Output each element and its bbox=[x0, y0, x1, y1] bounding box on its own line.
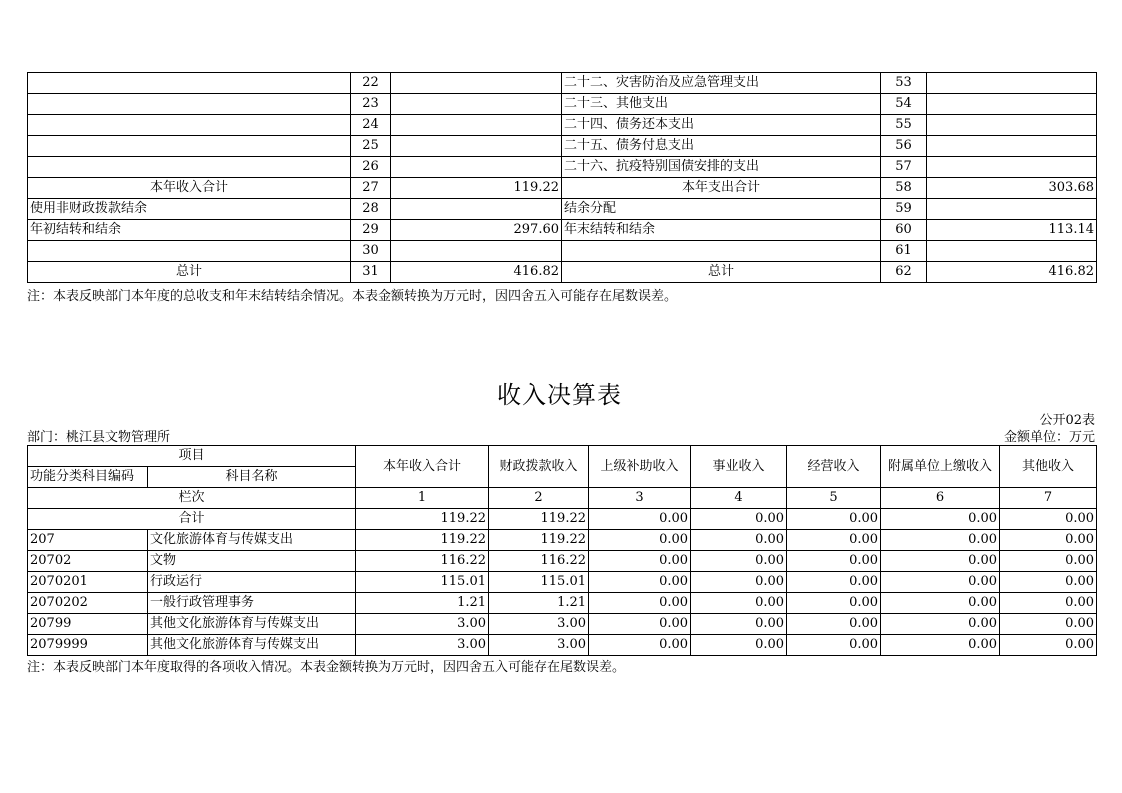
cell-value: 119.22 bbox=[356, 509, 489, 530]
cell-value: 0.00 bbox=[787, 530, 881, 551]
right-no: 58 bbox=[881, 178, 927, 199]
left-no: 26 bbox=[351, 157, 391, 178]
table-row bbox=[28, 241, 1097, 262]
right-no: 59 bbox=[881, 199, 927, 220]
total-row bbox=[28, 509, 1097, 530]
cell-value: 0.00 bbox=[881, 614, 1000, 635]
cell-value: 0.00 bbox=[881, 530, 1000, 551]
row-code: 2079999 bbox=[28, 635, 148, 656]
cell-value: 0.00 bbox=[1000, 635, 1097, 656]
row-name: 文化旅游体育与传媒支出 bbox=[148, 530, 356, 551]
row-no-label: 栏次 bbox=[28, 488, 356, 509]
left-label bbox=[28, 241, 351, 262]
cell-value: 0.00 bbox=[589, 593, 691, 614]
cell-value: 0.00 bbox=[589, 572, 691, 593]
income-table bbox=[27, 445, 1097, 656]
column-number: 5 bbox=[787, 488, 881, 509]
column-number: 3 bbox=[589, 488, 691, 509]
left-label bbox=[28, 157, 351, 178]
right-no: 54 bbox=[881, 94, 927, 115]
row-code: 20799 bbox=[28, 614, 148, 635]
left-label bbox=[28, 73, 351, 94]
cell-value: 119.22 bbox=[489, 509, 589, 530]
right-label: 二十六、抗疫特别国债安排的支出 bbox=[562, 157, 881, 178]
row-code: 2070202 bbox=[28, 593, 148, 614]
cell-value: 0.00 bbox=[787, 572, 881, 593]
left-no: 29 bbox=[351, 220, 391, 241]
right-value bbox=[927, 241, 1097, 262]
table-row bbox=[28, 157, 1097, 178]
left-label: 总计 bbox=[28, 262, 351, 283]
cell-value: 0.00 bbox=[787, 635, 881, 656]
right-value bbox=[927, 199, 1097, 220]
row-name: 其他文化旅游体育与传媒支出 bbox=[148, 635, 356, 656]
cell-value: 115.01 bbox=[356, 572, 489, 593]
right-no: 56 bbox=[881, 136, 927, 157]
cell-value: 0.00 bbox=[589, 530, 691, 551]
left-value bbox=[391, 241, 562, 262]
table-row bbox=[28, 199, 1097, 220]
left-label: 使用非财政拨款结余 bbox=[28, 199, 351, 220]
cell-value: 0.00 bbox=[589, 614, 691, 635]
column-number: 6 bbox=[881, 488, 1000, 509]
left-value: 297.60 bbox=[391, 220, 562, 241]
right-label bbox=[562, 241, 881, 262]
cell-value: 0.00 bbox=[691, 551, 787, 572]
left-label: 年初结转和结余 bbox=[28, 220, 351, 241]
cell-value: 0.00 bbox=[881, 509, 1000, 530]
right-label: 年末结转和结余 bbox=[562, 220, 881, 241]
form-code: 公开02表 bbox=[1039, 413, 1095, 428]
right-value bbox=[927, 115, 1097, 136]
left-no: 30 bbox=[351, 241, 391, 262]
table-row bbox=[28, 262, 1097, 283]
header-code: 功能分类科目编码 bbox=[28, 467, 148, 488]
left-value bbox=[391, 115, 562, 136]
right-label: 二十三、其他支出 bbox=[562, 94, 881, 115]
right-no: 60 bbox=[881, 220, 927, 241]
row-code: 207 bbox=[28, 530, 148, 551]
column-number: 7 bbox=[1000, 488, 1097, 509]
right-label: 结余分配 bbox=[562, 199, 881, 220]
right-label: 二十四、债务还本支出 bbox=[562, 115, 881, 136]
row-name: 文物 bbox=[148, 551, 356, 572]
left-no: 22 bbox=[351, 73, 391, 94]
right-no: 61 bbox=[881, 241, 927, 262]
cell-value: 3.00 bbox=[356, 614, 489, 635]
table-row bbox=[28, 530, 1097, 551]
cell-value: 0.00 bbox=[691, 635, 787, 656]
right-no: 57 bbox=[881, 157, 927, 178]
cell-value: 0.00 bbox=[881, 635, 1000, 656]
cell-value: 1.21 bbox=[489, 593, 589, 614]
cell-value: 119.22 bbox=[489, 530, 589, 551]
cell-value: 0.00 bbox=[691, 614, 787, 635]
left-label bbox=[28, 94, 351, 115]
cell-value: 0.00 bbox=[1000, 509, 1097, 530]
table-row bbox=[28, 572, 1097, 593]
table-row bbox=[28, 551, 1097, 572]
cell-value: 0.00 bbox=[691, 509, 787, 530]
right-label: 本年支出合计 bbox=[562, 178, 881, 199]
col-header: 事业收入 bbox=[691, 446, 787, 488]
cell-value: 3.00 bbox=[489, 635, 589, 656]
table-row bbox=[28, 73, 1097, 94]
header-name: 科目名称 bbox=[148, 467, 356, 488]
table-row bbox=[28, 94, 1097, 115]
header-item: 项目 bbox=[28, 446, 356, 467]
right-value bbox=[927, 157, 1097, 178]
right-value bbox=[927, 136, 1097, 157]
table-row bbox=[28, 178, 1097, 199]
left-no: 24 bbox=[351, 115, 391, 136]
cell-value: 0.00 bbox=[691, 530, 787, 551]
table-row bbox=[28, 115, 1097, 136]
cell-value: 0.00 bbox=[787, 614, 881, 635]
right-no: 53 bbox=[881, 73, 927, 94]
left-value: 119.22 bbox=[391, 178, 562, 199]
balance-note: 注：本表反映部门本年度的总收支和年末结转结余情况。本表金额转换为万元时，因四舍五入可能存在尾数误差。 bbox=[27, 289, 678, 304]
total-label: 合计 bbox=[28, 509, 356, 530]
col-header: 本年收入合计 bbox=[356, 446, 489, 488]
left-no: 23 bbox=[351, 94, 391, 115]
cell-value: 0.00 bbox=[1000, 572, 1097, 593]
cell-value: 115.01 bbox=[489, 572, 589, 593]
right-label: 总计 bbox=[562, 262, 881, 283]
cell-value: 0.00 bbox=[1000, 593, 1097, 614]
table-row bbox=[28, 136, 1097, 157]
left-value bbox=[391, 157, 562, 178]
left-no: 28 bbox=[351, 199, 391, 220]
page-title: 收入决算表 bbox=[497, 381, 622, 409]
cell-value: 119.22 bbox=[356, 530, 489, 551]
cell-value: 0.00 bbox=[589, 551, 691, 572]
row-name: 其他文化旅游体育与传媒支出 bbox=[148, 614, 356, 635]
left-label bbox=[28, 136, 351, 157]
cell-value: 116.22 bbox=[489, 551, 589, 572]
cell-value: 0.00 bbox=[881, 551, 1000, 572]
col-header: 财政拨款收入 bbox=[489, 446, 589, 488]
left-value bbox=[391, 136, 562, 157]
unit-label: 金额单位：万元 bbox=[1003, 430, 1095, 445]
left-label bbox=[28, 115, 351, 136]
right-label: 二十五、债务付息支出 bbox=[562, 136, 881, 157]
department-label: 部门：桃江县文物管理所 bbox=[27, 430, 171, 445]
cell-value: 0.00 bbox=[787, 593, 881, 614]
left-value: 416.82 bbox=[391, 262, 562, 283]
left-label: 本年收入合计 bbox=[28, 178, 351, 199]
column-number-row bbox=[28, 488, 1097, 509]
right-value bbox=[927, 73, 1097, 94]
table-row bbox=[28, 635, 1097, 656]
income-note: 注：本表反映部门本年度取得的各项收入情况。本表金额转换为万元时，因四舍五入可能存在尾数误差。 bbox=[27, 660, 626, 675]
cell-value: 0.00 bbox=[1000, 551, 1097, 572]
table-row bbox=[28, 614, 1097, 635]
column-number: 2 bbox=[489, 488, 589, 509]
cell-value: 0.00 bbox=[691, 572, 787, 593]
cell-value: 1.21 bbox=[356, 593, 489, 614]
row-name: 行政运行 bbox=[148, 572, 356, 593]
cell-value: 3.00 bbox=[356, 635, 489, 656]
balance-table bbox=[27, 72, 1097, 283]
table-row bbox=[28, 593, 1097, 614]
right-no: 55 bbox=[881, 115, 927, 136]
left-no: 31 bbox=[351, 262, 391, 283]
left-value bbox=[391, 94, 562, 115]
right-label: 二十二、灾害防治及应急管理支出 bbox=[562, 73, 881, 94]
cell-value: 3.00 bbox=[489, 614, 589, 635]
col-header: 经营收入 bbox=[787, 446, 881, 488]
cell-value: 0.00 bbox=[881, 593, 1000, 614]
cell-value: 0.00 bbox=[787, 551, 881, 572]
cell-value: 0.00 bbox=[787, 509, 881, 530]
right-value: 113.14 bbox=[927, 220, 1097, 241]
column-number: 4 bbox=[691, 488, 787, 509]
col-header: 上级补助收入 bbox=[589, 446, 691, 488]
right-value: 416.82 bbox=[927, 262, 1097, 283]
cell-value: 0.00 bbox=[589, 635, 691, 656]
cell-value: 116.22 bbox=[356, 551, 489, 572]
balance-table-body bbox=[28, 73, 1097, 283]
right-value bbox=[927, 94, 1097, 115]
header-row bbox=[28, 446, 1097, 467]
left-no: 27 bbox=[351, 178, 391, 199]
cell-value: 0.00 bbox=[1000, 530, 1097, 551]
left-value bbox=[391, 73, 562, 94]
table-row bbox=[28, 220, 1097, 241]
left-no: 25 bbox=[351, 136, 391, 157]
row-code: 2070201 bbox=[28, 572, 148, 593]
left-value bbox=[391, 199, 562, 220]
cell-value: 0.00 bbox=[589, 509, 691, 530]
cell-value: 0.00 bbox=[691, 593, 787, 614]
row-code: 20702 bbox=[28, 551, 148, 572]
right-no: 62 bbox=[881, 262, 927, 283]
right-value: 303.68 bbox=[927, 178, 1097, 199]
col-header: 附属单位上缴收入 bbox=[881, 446, 1000, 488]
col-header: 其他收入 bbox=[1000, 446, 1097, 488]
cell-value: 0.00 bbox=[1000, 614, 1097, 635]
cell-value: 0.00 bbox=[881, 572, 1000, 593]
row-name: 一般行政管理事务 bbox=[148, 593, 356, 614]
column-number: 1 bbox=[356, 488, 489, 509]
